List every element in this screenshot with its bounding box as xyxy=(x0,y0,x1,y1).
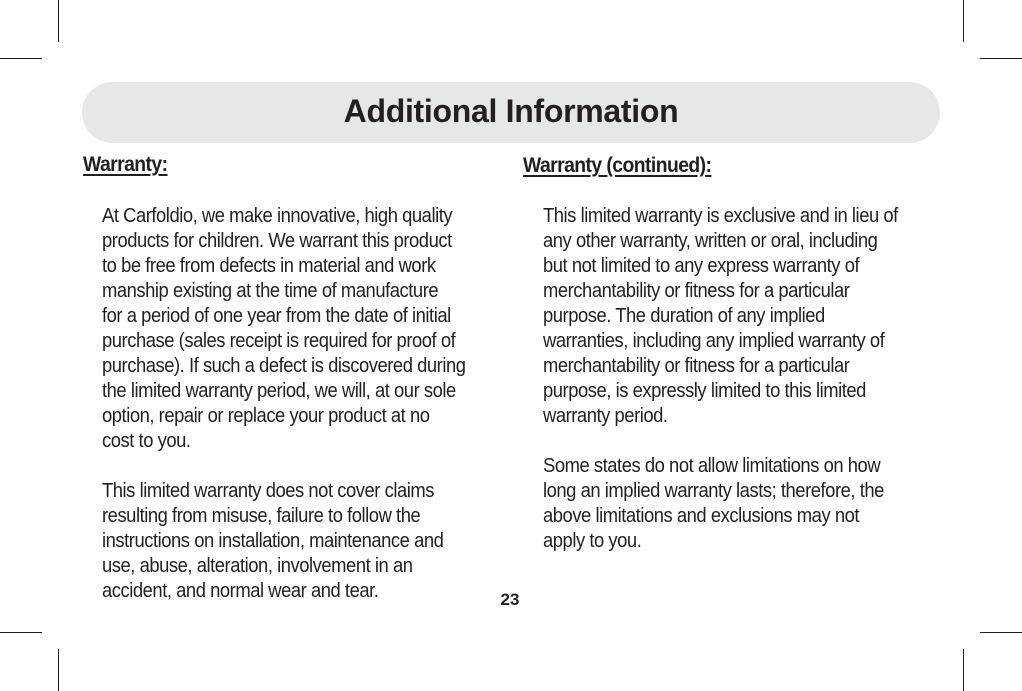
crop-mark-bottom-right-horizontal xyxy=(980,632,1022,633)
crop-mark-bottom-right-vertical xyxy=(963,649,964,691)
warranty-paragraph-1: At Carfoldio, we make innovative, high quality products for children. We warrant this product to be free from defects in material and work manship existing at the time of manufacture for a period of one year from the date of initial purchase (sales receipt is required for proof of purchase). If such a defect is discovered during the limited warranty period, we will, at our sole option, repair or replace your product at no cost to you. xyxy=(102,205,466,452)
page-title: Additional Information xyxy=(343,93,679,129)
crop-mark-bottom-left-vertical xyxy=(58,649,59,691)
crop-mark-top-left-vertical xyxy=(58,0,59,42)
title-banner xyxy=(82,82,940,143)
warranty-heading: Warranty: xyxy=(83,153,168,176)
crop-mark-top-left-horizontal xyxy=(0,58,42,59)
crop-mark-bottom-left-horizontal xyxy=(0,632,42,633)
page-number: 23 xyxy=(500,590,520,609)
crop-mark-top-right-horizontal xyxy=(980,58,1022,59)
crop-mark-top-right-vertical xyxy=(963,0,964,42)
warranty-continued-heading: Warranty (continued): xyxy=(523,154,712,177)
warranty-paragraph-2: This limited warranty does not cover claims resulting from misuse, failure to follow the instructions on installation, maintenance and use, abuse, alteration, involvement in an accident, and normal wear and tear. xyxy=(102,480,444,602)
warranty-continued-paragraph-1: This limited warranty is exclusive and in lieu of any other warranty, written or oral, including but not limited to any express warranty of merchantability or fitness for a particular purpose. The duration of any implied warranties, including any implied warranty of merchantability or fitness for a particular purpose, is expressly limited to this limited warranty period. xyxy=(543,205,898,427)
warranty-continued-paragraph-2: Some states do not allow limitations on how long an implied warranty lasts; therefore, the above limitations and exclusions may not apply to you. xyxy=(543,455,884,552)
